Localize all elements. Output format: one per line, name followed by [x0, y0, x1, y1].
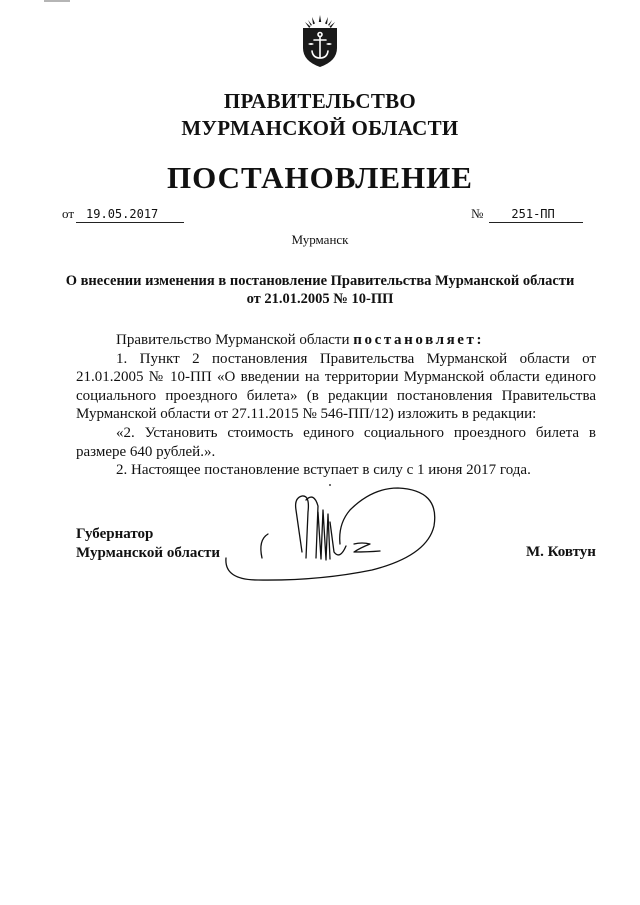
- number-prefix: №: [471, 206, 484, 221]
- signer-name: М. Ковтун: [526, 544, 596, 560]
- signer-position: [76, 525, 220, 562]
- government-title: [0, 88, 640, 142]
- date-prefix: от: [62, 206, 75, 221]
- date-field: [62, 206, 184, 223]
- signer-position-line2: Мурманской области: [76, 544, 221, 561]
- document-number: 251-ПП: [489, 207, 583, 223]
- body-item-1: 1. Пункт 2 постановления Правительства Мурманской области от 21.01.2005 № 10-ПП «О введении на территории Мурманской области единого социального проездного билета» (в редакции постановления Правительства Мурманской области от 27.11.2015 № 546-ПП/12) изложить в редакции:: [76, 350, 596, 423]
- number-field: [471, 206, 583, 223]
- document-type-heading: ПОСТАНОВЛЕНИЕ: [167, 160, 473, 195]
- handwritten-signature-icon: [222, 482, 442, 590]
- body-item-2: 2. Настоящее постановление вступает в силу с 1 июня 2017 года.: [116, 462, 531, 479]
- scan-artifact-mark: [44, 0, 70, 2]
- document-body: [76, 331, 596, 480]
- body-item-1-quote: «2. Установить стоимость единого социального проездного билета в размере 640 рублей.».: [76, 424, 596, 460]
- signer-position-line1: Губернатор: [76, 526, 154, 542]
- document-place: Мурманск: [291, 232, 349, 247]
- document-subject: О внесении изменения в постановление Правительства Мурманской области от 21.01.2005 № 10-ПП: [65, 273, 575, 307]
- body-intro-paragraph: [76, 331, 596, 350]
- government-title-line2: МУРМАНСКОЙ ОБЛАСТИ: [181, 116, 459, 140]
- government-title-line1: ПРАВИТЕЛЬСТВО: [223, 89, 417, 113]
- body-intro-action: постановляет:: [353, 332, 485, 348]
- murmansk-coat-of-arms-icon: [299, 14, 341, 68]
- body-intro: Правительство Мурманской области: [116, 332, 354, 348]
- document-date: 19.05.2017: [76, 207, 184, 223]
